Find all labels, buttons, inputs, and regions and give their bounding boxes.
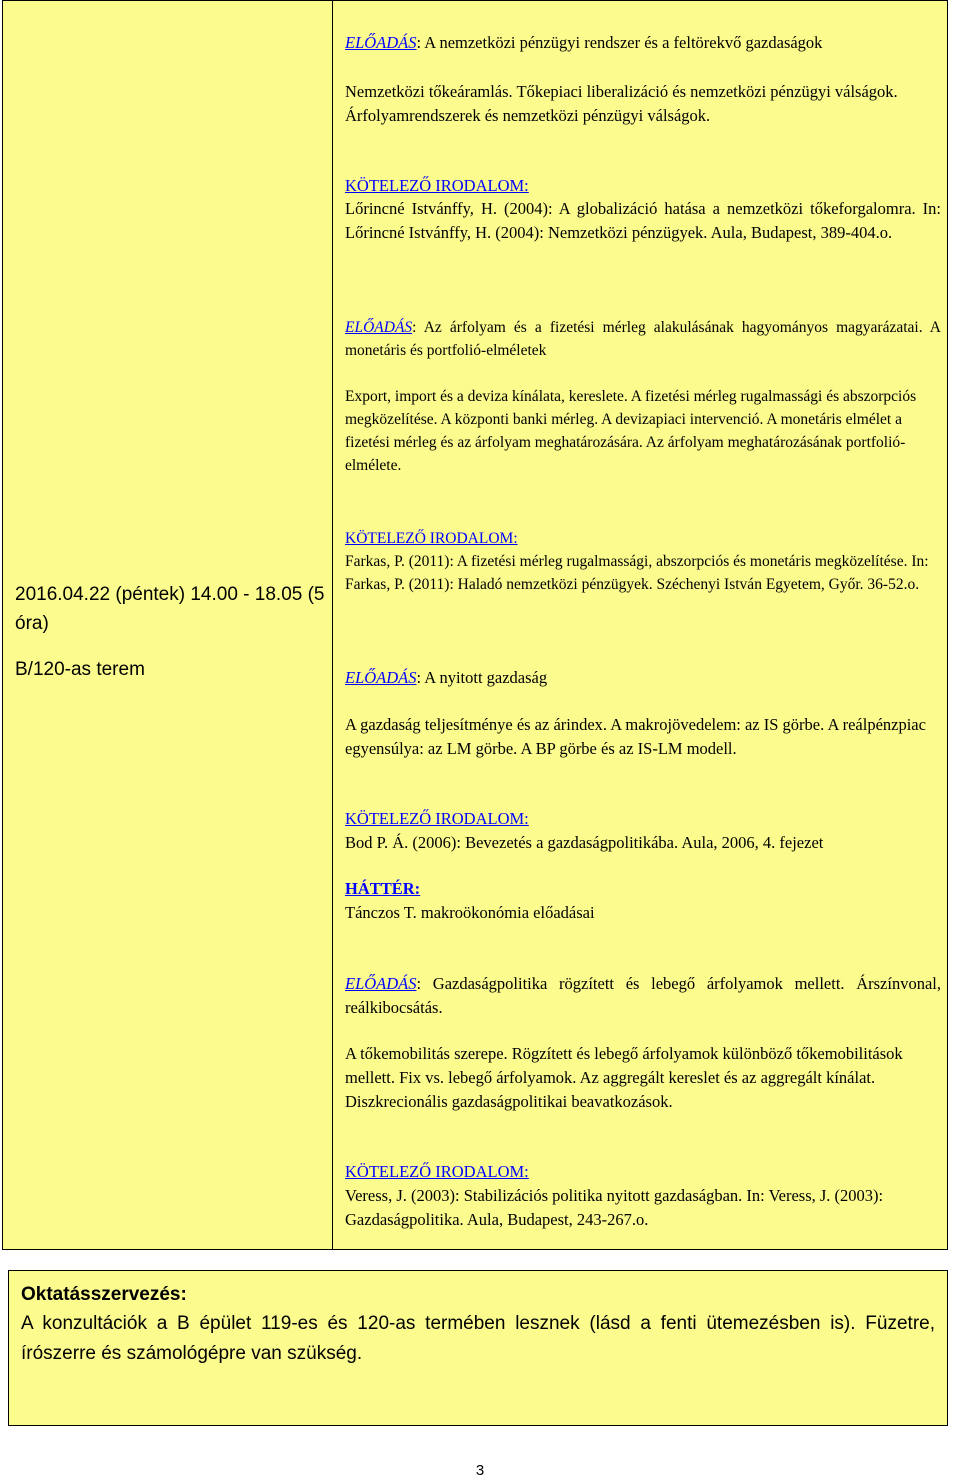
lecture-4-heading: ELŐADÁS: Gazdaságpolitika rögzített és lebegő árfolyamok mellett. Árszínvonal, reálkibocsátás.	[345, 974, 941, 1017]
session-room: B/120-as terem	[15, 659, 145, 680]
lecture-title: Gazdaságpolitika rögzített és lebegő árfolyamok mellett. Árszínvonal, reálkibocsátás.	[345, 974, 941, 1017]
lecture-3-literature-label: KÖTELEZŐ IRODALOM:	[345, 809, 529, 828]
lecture-label: ELŐADÁS	[345, 319, 413, 336]
lecture-2-literature-label: KÖTELEZŐ IRODALOM:	[345, 530, 518, 547]
lecture-1-literature: Lőrincné Istvánffy, H. (2004): A globalizáció hatása a nemzetközi tőkeforgalomra. In: Lőrincné Istvánffy, H. (2004): Nemzetközi pénzügyek. Aula, Budapest, 389-404.o.	[345, 199, 941, 242]
lecture-1-heading: ELŐADÁS: A nemzetközi pénzügyi rendszer és a feltörekvő gazdaságok	[345, 33, 823, 52]
lecture-4-literature: Veress, J. (2003): Stabilizációs politika nyitott gazdaságban. In: Veress, J. (2003): Gazdaságpolitika. Aula, Budapest, 243-267.o.	[345, 1186, 884, 1229]
lecture-title: A nemzetközi pénzügyi rendszer és a feltörekvő gazdaságok	[421, 33, 823, 52]
lecture-2-literature: Farkas, P. (2011): A fizetési mérleg rugalmassági, abszorpciós és monetáris megközelítése. In: Farkas, P. (2011): Haladó nemzetközi pénzügyek. Széchenyi István Egyetem, Győr. 36-52.o.	[345, 553, 929, 593]
lecture-title: Az árfolyam és a fizetési mérleg alakulásának hagyományos magyarázatai. A monetáris és portfolió-elméletek	[345, 319, 941, 359]
organization-text: A konzultációk a B épület 119-es és 120-as termében lesznek (lásd a fenti ütemezésben is). Füzetre, írószerre és számológépre van szükség.	[21, 1313, 935, 1364]
organization-box	[8, 1270, 948, 1426]
lecture-3-background-label: HÁTTÉR:	[345, 879, 421, 898]
date-cell	[3, 1, 333, 1249]
lecture-3-heading: ELŐADÁS: A nyitott gazdaság	[345, 668, 548, 687]
lecture-label: ELŐADÁS	[345, 974, 417, 993]
lecture-2-heading: ELŐADÁS: Az árfolyam és a fizetési mérleg alakulásának hagyományos magyarázatai. A monetáris és portfolió-elméletek	[345, 319, 941, 359]
schedule-table	[2, 0, 948, 1250]
lecture-1-topics: Nemzetközi tőkeáramlás. Tőkepiaci liberalizáció és nemzetközi pénzügyi válságok. Árfolyamrendszerek és nemzetközi pénzügyi válságok.	[345, 82, 898, 125]
lecture-4-literature-label: KÖTELEZŐ IRODALOM:	[345, 1162, 529, 1181]
lecture-3-topics: A gazdaság teljesítménye és az árindex. A makrojövedelem: az IS görbe. A reálpénzpiac egyensúlya: az LM görbe. A BP görbe és az IS-LM modell.	[345, 715, 926, 758]
lecture-2-topics: Export, import és a deviza kínálata, kereslete. A fizetési mérleg rugalmassági és abszorpciós megközelítése. A központi banki mérleg. A devizapiaci intervenció. A monetáris elmélet a fizetési mérleg és az árfolyam meghatározására. Az árfolyam meghatározásának portfolió-elmélete.	[345, 388, 917, 474]
lecture-title: A nyitott gazdaság	[421, 668, 548, 687]
page-number: 3	[475, 1462, 485, 1479]
organization-title: Oktatásszervezés:	[21, 1284, 187, 1305]
lecture-3-literature: Bod P. Á. (2006): Bevezetés a gazdaságpolitikába. Aula, 2006, 4. fejezet	[345, 833, 824, 852]
session-date: 2016.04.22 (péntek) 14.00 - 18.05 (5 óra)	[15, 584, 325, 634]
lecture-label: ELŐADÁS	[345, 668, 417, 687]
lecture-label: ELŐADÁS	[345, 33, 417, 52]
lecture-1-literature-label: KÖTELEZŐ IRODALOM:	[345, 176, 529, 195]
content-cell	[333, 1, 947, 1249]
lecture-3-background: Tánczos T. makroökonómia előadásai	[345, 903, 595, 922]
lecture-4-topics: A tőkemobilitás szerepe. Rögzített és lebegő árfolyamok különböző tőkemobilitások mellett. Fix vs. lebegő árfolyamok. Az aggregált kereslet és az aggregált kínálat. Diszkrecionális gazdaságpolitikai beavatkozások.	[345, 1044, 903, 1111]
